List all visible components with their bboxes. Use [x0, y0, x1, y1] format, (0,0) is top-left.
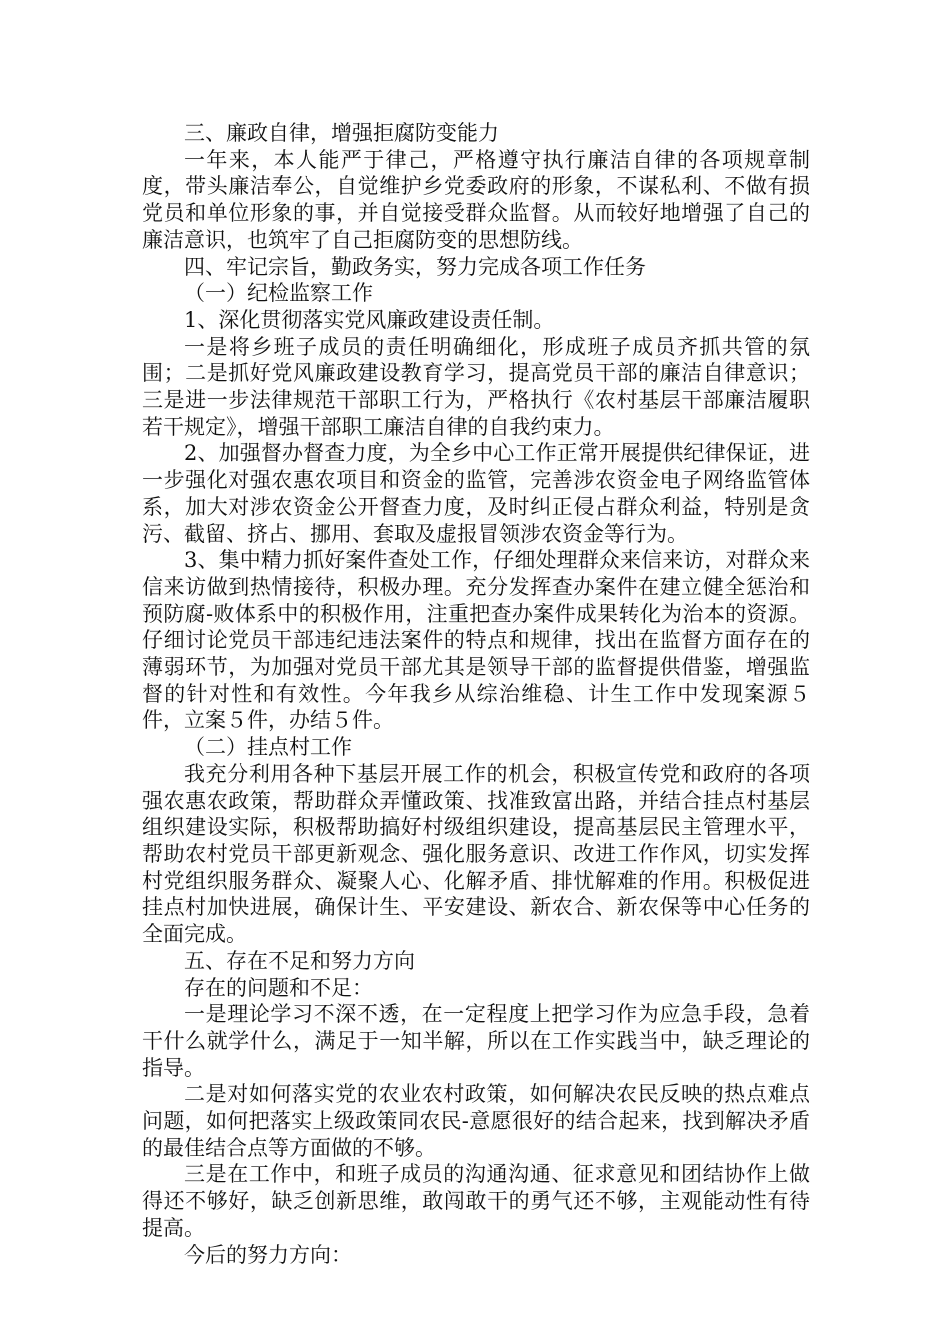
paragraph-problem-two: 二是对如何落实党的农业农村政策，如何解决农民反映的热点难点问题，如何把落实上级政策同农民-意愿很好的结合起来，找到解决矛盾的最佳结合点等方面做的不够。	[142, 1082, 810, 1160]
item-heading-responsibility: 1、深化贯彻落实党风廉政建设责任制。	[184, 307, 555, 332]
paragraph-village-work: 我充分利用各种下基层开展工作的机会，积极宣传党和政府的各项强农惠农政策，帮助群众弄懂政策、找准致富出路，并结合挂点村基层组织建设实际，积极帮助搞好村级组织建设，提高基层民主管理水平，帮助农村党员干部更新观念、强化服务意识、改进工作作风，切实发挥村党组织服务群众、凝聚人心、化解矛盾、排忧解难的作用。积极促进挂点村加快进展，确保计生、平安建设、新农合、新农保等中心任务的全面完成。	[142, 761, 810, 947]
paragraph-supervision: 2、加强督办督查力度，为全乡中心工作正常开展提供纪律保证，进一步强化对强农惠农项目和资金的监管，完善涉农资金电子网络监管体系，加大对涉农资金公开督查力度，及时纠正侵占群众利益，特别是贪污、截留、挤占、挪用、套取及虚报冒领涉农资金等行为。	[142, 441, 810, 546]
paragraph-responsibility: 一是将乡班子成员的责任明确细化，形成班子成员齐抓共管的氛围；二是抓好党风廉政建设教育学习，提高党员干部的廉洁自律意识；三是进一步法律规范干部职工行为，严格执行《农村基层干部廉洁履职若干规定》，增强干部职工廉洁自律的自我约束力。	[142, 334, 810, 439]
paragraph-problem-three: 三是在工作中，和班子成员的沟通沟通、征求意见和团结协作上做得还不够好，缺乏创新思维，敢闯敢干的勇气还不够，主观能动性有待提高。	[142, 1162, 810, 1240]
section-heading-integrity: 三、廉政自律，增强拒腐防变能力	[184, 121, 499, 145]
subheading-future-direction: 今后的努力方向：	[184, 1242, 352, 1267]
document-body	[142, 120, 810, 1268]
section-heading-shortcomings: 五、存在不足和努力方向	[184, 948, 415, 973]
paragraph-problem-one: 一是理论学习不深不透，在一定程度上把学习作为应急手段，急着干什么就学什么，满足于一知半解，所以在工作实践当中，缺乏理论的指导。	[142, 1002, 810, 1080]
subsection-heading-village: （二）挂点村工作	[184, 735, 352, 760]
subheading-problems: 存在的问题和不足：	[184, 975, 373, 1000]
paragraph-case-handling: 3、集中精力抓好案件查处工作，仔细处理群众来信来访，对群众来信来访做到热情接待，积极办理。充分发挥查办案件在建立健全惩治和预防腐-败体系中的积极作用，注重把查办案件成果转化为治本的资源。仔细讨论党员干部违纪违法案件的特点和规律，找出在监督方面存在的薄弱环节，为加强对党员干部尤其是领导干部的监督提供借鉴，增强监督的针对性和有效性。今年我乡从综治维稳、计生工作中发现案源５件，立案５件，办结５件。	[142, 548, 810, 733]
paragraph-integrity: 一年来，本人能严于律己，严格遵守执行廉洁自律的各项规章制度，带头廉洁奉公，自觉维护乡党委政府的形象，不谋私利、不做有损党员和单位形象的事，并自觉接受群众监督。从而较好地增强了自己的廉洁意识，也筑牢了自己拒腐防变的思想防线。	[142, 147, 810, 252]
subsection-heading-discipline: （一）纪检监察工作	[184, 281, 373, 306]
section-heading-duties: 四、牢记宗旨，勤政务实，努力完成各项工作任务	[184, 254, 646, 279]
